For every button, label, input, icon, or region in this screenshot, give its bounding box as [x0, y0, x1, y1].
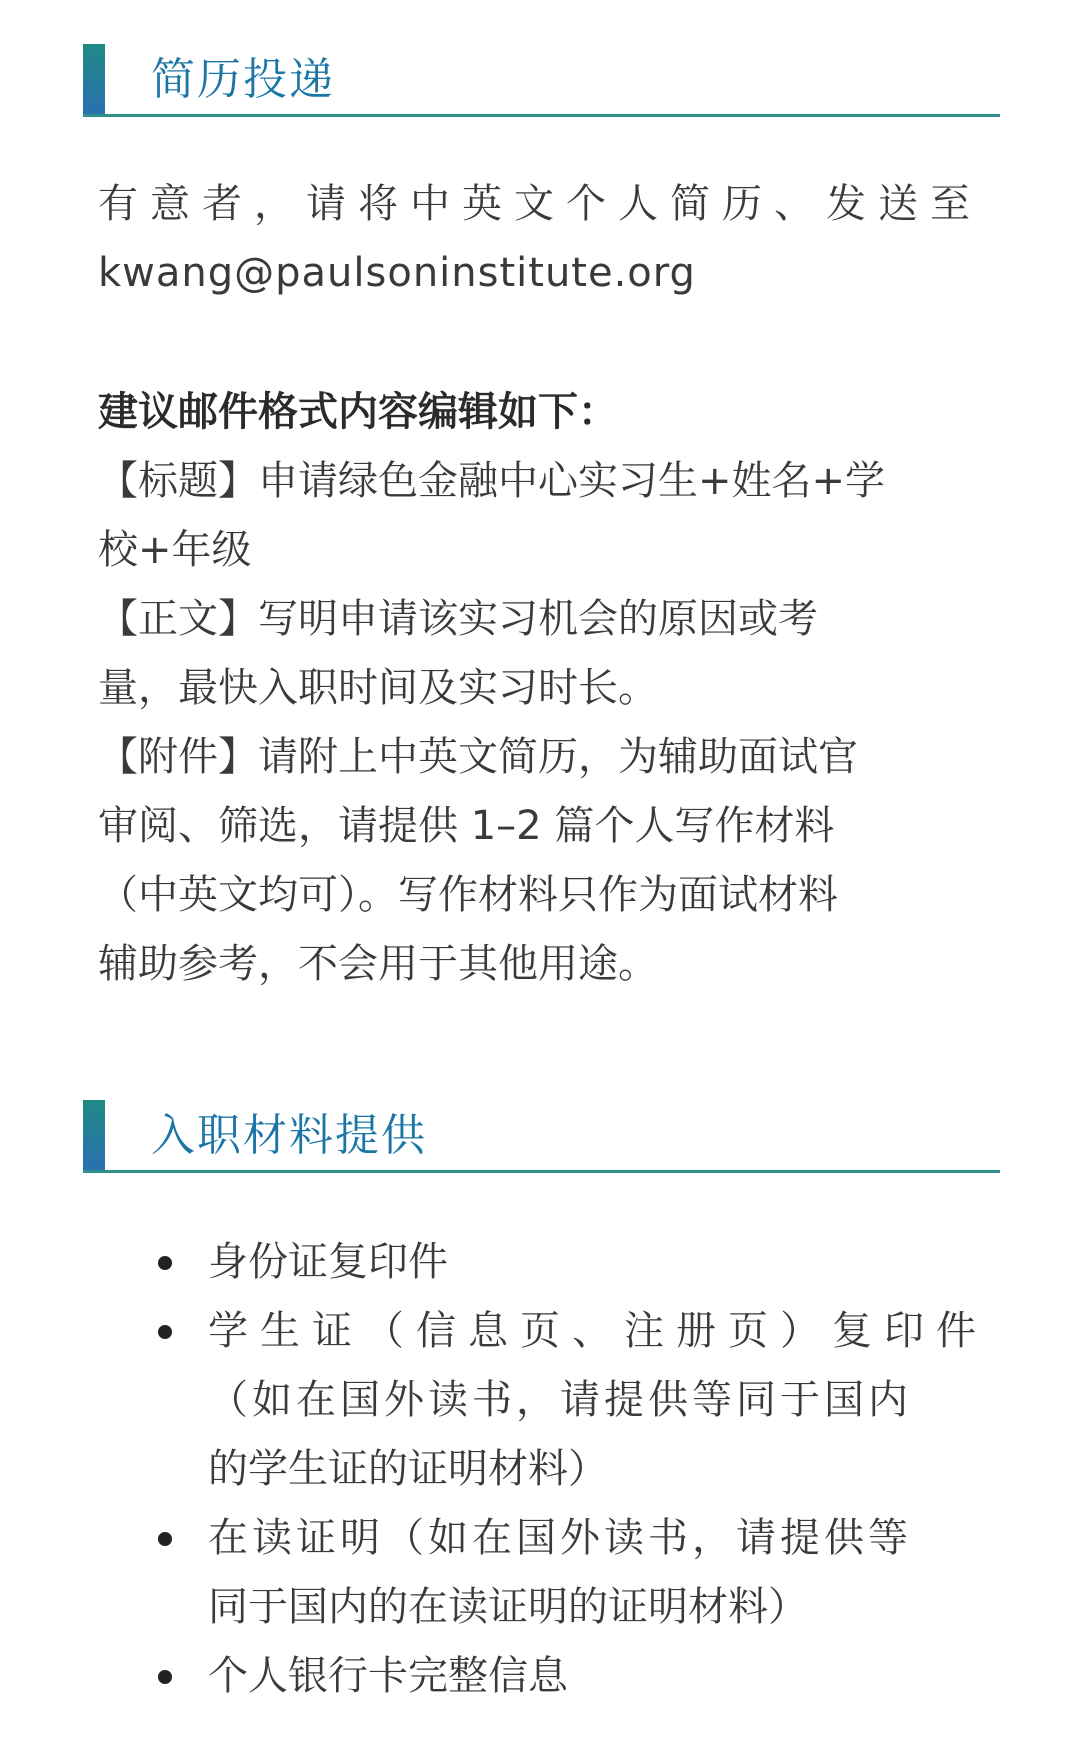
onboarding-materials-list — [150, 1228, 1010, 1711]
list-item-text: 在读证明（如在国外读书，请提供等 — [208, 1515, 912, 1561]
section-header-onboarding — [83, 1100, 1000, 1172]
subject-instruction-line: 【标题】申请绿色金融中心实习生+姓名+学 — [98, 458, 886, 504]
body-instruction-line: 量，最快入职时间及实习时长。 — [98, 665, 658, 711]
subject-instruction-line: 校+年级 — [98, 527, 252, 573]
intro-paragraph — [98, 170, 998, 308]
attachment-instruction-line: （中英文均可）。写作材料只作为面试材料 — [98, 872, 838, 918]
section-divider — [83, 1170, 1000, 1173]
attachment-instruction-line: 审阅、筛选，请提供 1–2 篇个人写作材料 — [98, 803, 835, 849]
bullet-icon — [158, 1325, 172, 1339]
body-instruction-line: 【正文】写明申请该实习机会的原因或考 — [98, 596, 818, 642]
list-item-text: 个人银行卡完整信息 — [208, 1653, 568, 1699]
list-item — [150, 1228, 1010, 1297]
format-heading: 建议邮件格式内容编辑如下： — [98, 389, 618, 435]
section-accent-bar — [83, 44, 105, 116]
list-item — [150, 1297, 1010, 1504]
list-item-text: （如在国外读书，请提供等同于国内 — [208, 1377, 912, 1423]
bullet-icon — [158, 1532, 172, 1546]
attachment-instruction-line: 【附件】请附上中英文简历，为辅助面试官 — [98, 734, 858, 780]
email-link[interactable]: kwang@paulsoninstitute.org — [98, 250, 696, 296]
list-item — [150, 1642, 1010, 1711]
list-item-text: 的学生证的证明材料） — [208, 1446, 608, 1492]
bullet-icon — [158, 1670, 172, 1684]
section-header-resume — [83, 44, 1000, 116]
list-item-text: 身份证复印件 — [208, 1239, 448, 1285]
list-item-text: 同于国内的在读证明的证明材料） — [208, 1584, 808, 1630]
section-accent-bar — [83, 1100, 105, 1172]
list-item — [150, 1504, 1010, 1642]
list-item-text: 学生证（信息页、注册页）复印件 — [208, 1308, 988, 1354]
format-instructions — [98, 378, 998, 999]
section-divider — [83, 114, 1000, 117]
attachment-instruction-line: 辅助参考，不会用于其他用途。 — [98, 941, 658, 987]
section-title: 入职材料提供 — [151, 1110, 427, 1161]
section-title: 简历投递 — [151, 54, 335, 105]
bullet-icon — [158, 1256, 172, 1270]
intro-text: 有意者，请将中英文个人简历、发送至 — [98, 181, 982, 227]
